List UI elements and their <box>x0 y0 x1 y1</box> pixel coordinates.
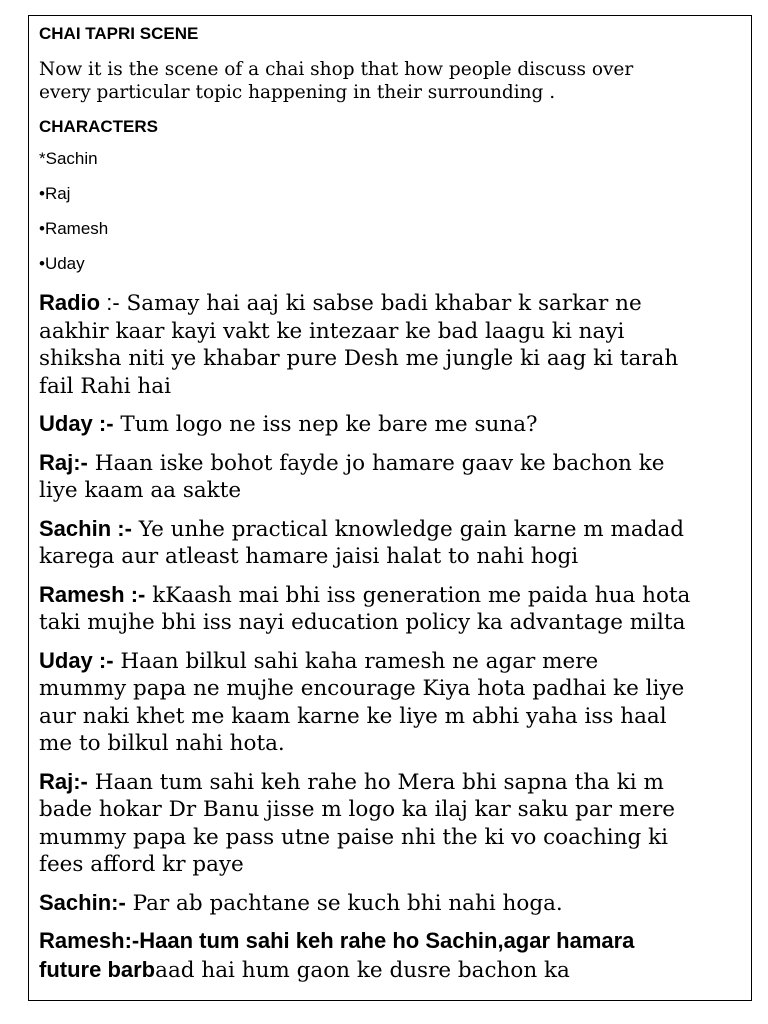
character-item: •Ramesh <box>39 219 109 238</box>
character-item: •Uday <box>39 254 85 273</box>
dialogue-line <box>39 449 741 505</box>
speaker-name: Sachin:- <box>39 889 126 915</box>
characters-list <box>39 149 741 274</box>
characters-heading: CHARACTERS <box>39 117 158 136</box>
dialogue-text: Haan bilkul sahi kaha ramesh ne agar mere mummy papa ne mujhe encourage Kiya hota padhai ke liye aur naki khet me kaam karne ke liye m abhi yaha iss haal me to bilkul nahi hota. <box>39 648 685 756</box>
dialogue-bold-text: Haan tum sahi keh rahe ho Sachin,agar hamara future barb <box>39 928 635 982</box>
dialogue-text: Ye unhe practical knowledge gain karne m madad karega aur atleast hamare jaisi halat to nahi hogi <box>39 516 685 569</box>
speaker-name: Radio <box>39 290 101 315</box>
dialogue-line <box>39 647 741 758</box>
dialogue-line <box>39 515 741 571</box>
dialogue-line <box>39 889 741 918</box>
document-title: CHAI TAPRI SCENE <box>39 24 199 43</box>
dialogue <box>39 289 741 984</box>
speaker-name: Uday :- <box>39 647 114 673</box>
dialogue-line <box>39 927 741 984</box>
speaker-name: Ramesh:- <box>39 928 140 953</box>
dialogue-text: aad hai hum gaon ke dusre bachon ka <box>155 957 570 983</box>
speaker-name: Uday :- <box>39 411 114 436</box>
dialogue-line <box>39 410 741 439</box>
speaker-name: Sachin :- <box>39 515 132 541</box>
document-page <box>28 15 752 1001</box>
dialogue-text: Haan iske bohot fayde jo hamare gaav ke bachon ke liye kaam aa sakte <box>39 450 665 503</box>
dialogue-line <box>39 768 741 879</box>
dialogue-text: kKaash mai bhi iss generation me paida hua hota taki mujhe bhi iss nayi education policy ka advantage milta <box>39 582 691 635</box>
character-item: *Sachin <box>39 149 98 168</box>
dialogue-text: Haan tum sahi keh rahe ho Mera bhi sapna tha ki m bade hokar Dr Banu jisse m logo ka ilaj kar saku par mere mummy papa ke pass utne paise nhi the ki vo coaching ki fees afford kr paye <box>39 769 675 877</box>
dialogue-text: Par ab pachtane se kuch bhi nahi hoga. <box>125 890 563 916</box>
dialogue-line <box>39 289 741 400</box>
speaker-name: Raj:- <box>39 768 88 794</box>
intro-paragraph: Now it is the scene of a chai shop that how people discuss over every particular topic happening in their surrounding . <box>39 59 634 103</box>
dialogue-line <box>39 581 741 637</box>
character-item: •Raj <box>39 184 71 203</box>
dialogue-text: Tum logo ne iss nep ke bare me suna? <box>113 412 538 437</box>
speaker-name: Ramesh :- <box>39 581 146 607</box>
speaker-name: Raj:- <box>39 449 88 475</box>
speaker-separator: :- <box>100 290 120 315</box>
dialogue-text: Samay hai aaj ki sabse badi khabar k sarkar ne aakhir kaar kayi vakt ke intezaar ke bad laagu ki nayi shiksha niti ye khabar pure Desh me jungle ki aag ki tarah fail Rahi hai <box>39 291 679 399</box>
